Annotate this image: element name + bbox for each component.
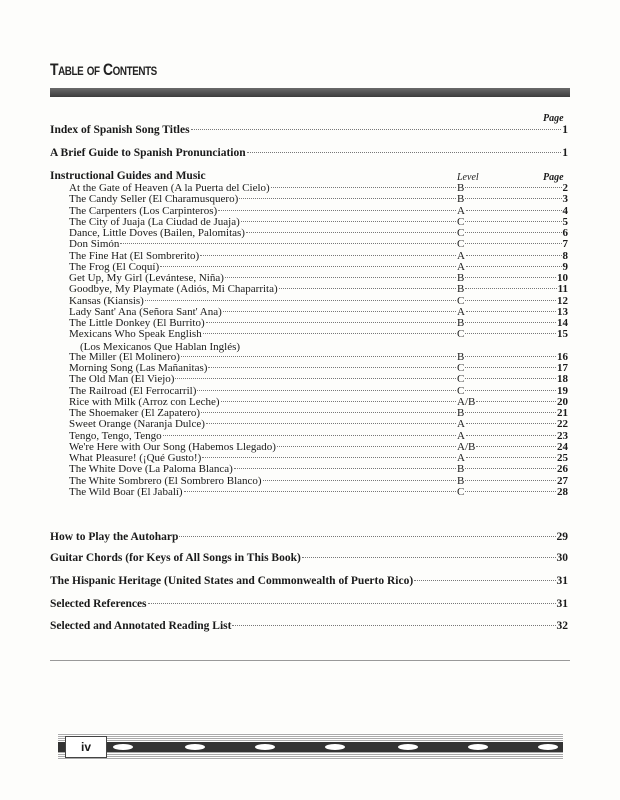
song-title: What Pleasure! (¡Qué Gusto!) [69,452,202,464]
dot-leader [465,491,556,492]
dot-leader [465,322,556,323]
song-title: Rice with Milk (Arroz con Leche) [69,395,220,408]
song-title: The White Sombrero (El Sombrero Blanco) [69,474,262,487]
dot-leader [465,288,556,289]
dot-leader [201,412,456,413]
song-page: 12 [557,294,568,307]
toc-entry [50,531,568,543]
song-level: C [457,384,465,397]
entry-page: 31 [556,598,568,610]
song-title-cell [69,206,457,217]
song-page: 3 [562,193,568,206]
song-entry [69,431,568,442]
dot-leader [120,243,456,244]
dot-leader [465,300,556,301]
song-title-cell [69,228,457,239]
song-entry [69,239,568,250]
entry-page: 30 [556,552,568,564]
song-page: 9 [562,260,568,273]
song-level: A [457,260,465,273]
dot-leader [465,412,556,413]
song-title: The Old Man (El Viejo) [69,373,175,386]
dot-leader [465,243,561,244]
song-entry [69,476,568,487]
song-level: A/B [457,395,476,408]
dot-leader [175,378,456,379]
song-entry [69,374,568,385]
dot-leader [206,423,456,424]
song-level: A [457,429,465,442]
section-title: Instructional Guides and Music [50,170,206,182]
song-title-cell [69,194,457,205]
song-level: C [457,485,465,498]
dot-leader [225,277,456,278]
song-title: At the Gate of Heaven (A la Puerta del Cielo) [69,182,270,194]
song-page: 16 [557,350,568,363]
dot-leader [145,300,456,301]
entry-page: 1 [562,147,568,159]
song-page: 2 [562,182,568,194]
song-level: A [457,452,465,464]
song-page: 6 [562,227,568,239]
note-ornament-icon [468,744,488,750]
song-page: 14 [557,317,568,329]
dot-leader [247,152,562,153]
song-level: C [457,215,465,228]
toc-entry [50,620,568,632]
dot-leader [465,187,561,188]
song-title: Don Simón [69,238,120,251]
song-page: 19 [557,384,568,397]
dot-leader [277,446,456,447]
song-page: 22 [557,418,568,431]
song-entry [69,251,568,262]
entry-page: 32 [556,620,568,632]
dot-leader [163,435,456,436]
toc-entry [50,552,568,564]
song-page: 11 [557,283,568,296]
song-level: C [457,294,465,307]
song-title-cell [69,329,457,340]
dot-leader [200,255,456,256]
dot-leader [181,356,456,357]
song-page: 8 [562,249,568,262]
dot-leader [271,187,456,188]
song-title-cell [69,419,457,430]
song-level: B [457,193,465,206]
entry-title: The Hispanic Heritage (United States and Commonwealth of Puerto Rico) [50,575,414,587]
song-page: 28 [557,485,568,498]
dot-leader [263,480,456,481]
toc-entry [50,124,568,136]
page-title: Table of Contents [50,60,157,79]
song-title: The Wild Boar (El Jabalí) [69,485,183,498]
song-entry [69,464,568,475]
dot-leader [203,333,456,334]
dot-leader [218,210,456,211]
note-ornament-icon [398,744,418,750]
dot-leader [466,311,556,312]
song-title: The White Dove (La Paloma Blanca) [69,463,233,476]
entry-title: A Brief Guide to Spanish Pronunciation [50,147,246,159]
note-ornament-icon [255,744,275,750]
song-title: The Frog (El Coquí) [69,260,160,273]
dot-leader [184,491,456,492]
song-title: Get Up, My Girl (Levántese, Niña) [69,272,224,284]
note-ornament-icon [538,744,558,750]
dot-leader [197,390,456,391]
song-entry [69,228,568,239]
song-level: A [457,305,465,318]
song-title: Goodbye, My Playmate (Adiós, Mi Chaparrita) [69,283,278,296]
song-title: The City of Juaja (La Ciudad de Juaja) [69,215,240,228]
song-level: A/B [457,440,476,453]
song-page: 26 [557,463,568,476]
song-title-cell [69,464,457,475]
song-entry [69,329,568,340]
song-level: B [457,272,465,284]
dot-leader [465,221,561,222]
song-title: Mexicans Who Speak English [69,328,202,341]
song-title-cell [69,386,457,397]
song-level: A [457,204,465,217]
dot-leader [148,603,556,604]
dot-leader [246,232,456,233]
song-level: B [457,474,465,487]
dot-leader [465,390,556,391]
song-page: 23 [557,429,568,442]
entry-page: 1 [562,124,568,136]
dot-leader [206,322,456,323]
song-title: The Shoemaker (El Zapatero) [69,407,201,419]
toc-entry [50,598,568,610]
song-level: A [457,418,465,431]
section-heading [50,170,568,182]
dot-leader [414,580,555,581]
song-page: 4 [562,204,568,217]
dot-leader [466,255,562,256]
dot-leader [465,277,556,278]
level-column-header: Level [457,172,479,183]
entry-page: 31 [556,575,568,587]
song-page: 17 [557,362,568,374]
page-number: iv [65,736,107,758]
song-title: The Little Donkey (El Burrito) [69,317,205,329]
song-title: Dance, Little Doves (Bailen, Palomitas) [69,227,245,239]
song-title-cell [69,284,457,295]
song-title-cell [69,476,457,487]
song-entry [69,296,568,307]
dot-leader [221,401,456,402]
dot-leader [302,557,556,558]
song-page: 15 [557,328,568,341]
song-page: 27 [557,474,568,487]
entry-title: Selected References [50,598,147,610]
song-title-cell [69,431,457,442]
song-entry [69,194,568,205]
song-level: C [457,362,465,374]
dot-leader [466,457,556,458]
dot-leader [465,232,561,233]
dot-leader [476,401,556,402]
song-level: C [457,238,465,251]
dot-leader [179,536,555,537]
song-page: 24 [557,440,568,453]
song-page: 18 [557,373,568,386]
song-title-cell [69,487,457,498]
page-column-header: Page [543,172,564,183]
entry-title: Index of Spanish Song Titles [50,124,190,136]
song-title: Tengo, Tengo, Tengo [69,429,162,442]
dot-leader [476,446,556,447]
dot-leader [465,198,561,199]
song-entry [69,386,568,397]
footer-ornament [58,733,563,760]
song-page: 21 [557,407,568,419]
song-title: We're Here with Our Song (Habemos Llegado) [69,440,276,453]
song-level: B [457,463,465,476]
dot-leader [234,468,456,469]
song-title: The Candy Seller (El Charamusquero) [69,193,239,206]
song-level: C [457,373,465,386]
song-level: C [457,227,465,239]
dot-leader [202,457,456,458]
song-level: C [457,328,465,341]
page-column-header: Page [543,113,564,124]
song-title-cell [69,296,457,307]
dot-leader [239,198,456,199]
song-level: B [457,407,465,419]
song-subtitle: (Los Mexicanos Que Hablan Inglés) [80,340,241,353]
song-page: 25 [557,452,568,464]
song-title: The Fine Hat (El Sombrerito) [69,249,200,262]
title-divider-bar [50,88,570,97]
song-entry [69,487,568,498]
dot-leader [279,288,456,289]
dot-leader [223,311,456,312]
toc-entry [50,575,568,587]
song-page: 10 [557,272,568,284]
entry-title: Selected and Annotated Reading List [50,620,232,632]
song-page: 13 [557,305,568,318]
song-title-cell [69,239,457,250]
dot-leader [466,423,556,424]
note-ornament-icon [325,744,345,750]
song-title: The Railroad (El Ferrocarril) [69,384,197,397]
footer-rule [50,660,570,661]
song-entry [69,284,568,295]
song-level: B [457,317,465,329]
song-level: B [457,182,465,194]
dot-leader [191,129,562,130]
dot-leader [466,435,556,436]
dot-leader [232,625,555,626]
dot-leader [465,367,556,368]
song-level: A [457,249,465,262]
song-page: 5 [562,215,568,228]
dot-leader [208,367,456,368]
song-title-cell [69,251,457,262]
song-title: Lady Sant' Ana (Señora Sant' Ana) [69,305,222,318]
entry-title: Guitar Chords (for Keys of All Songs in This Book) [50,552,301,564]
dot-leader [160,266,456,267]
song-level: B [457,350,465,363]
dot-leader [465,378,556,379]
dot-leader [241,221,456,222]
dot-leader [465,356,556,357]
dot-leader [465,468,556,469]
song-page: 7 [562,238,568,251]
dot-leader [466,210,562,211]
song-title: Morning Song (Las Mañanitas) [69,362,208,374]
dot-leader [466,266,562,267]
song-level: B [457,283,465,296]
song-title: Sweet Orange (Naranja Dulce) [69,418,205,431]
song-entry [69,419,568,430]
note-ornament-icon [113,744,133,750]
entry-page: 29 [556,531,568,543]
dot-leader [465,333,556,334]
song-title: Kansas (Kiansis) [69,294,144,307]
toc-entry [50,147,568,159]
entry-title: How to Play the Autoharp [50,531,179,543]
note-ornament-icon [185,744,205,750]
dot-leader [465,480,556,481]
song-entry [69,206,568,217]
song-title: The Carpenters (Los Carpinteros) [69,204,218,217]
song-page: 20 [557,395,568,408]
song-title-cell [69,374,457,385]
song-title: The Miller (El Molinero) [69,350,180,363]
